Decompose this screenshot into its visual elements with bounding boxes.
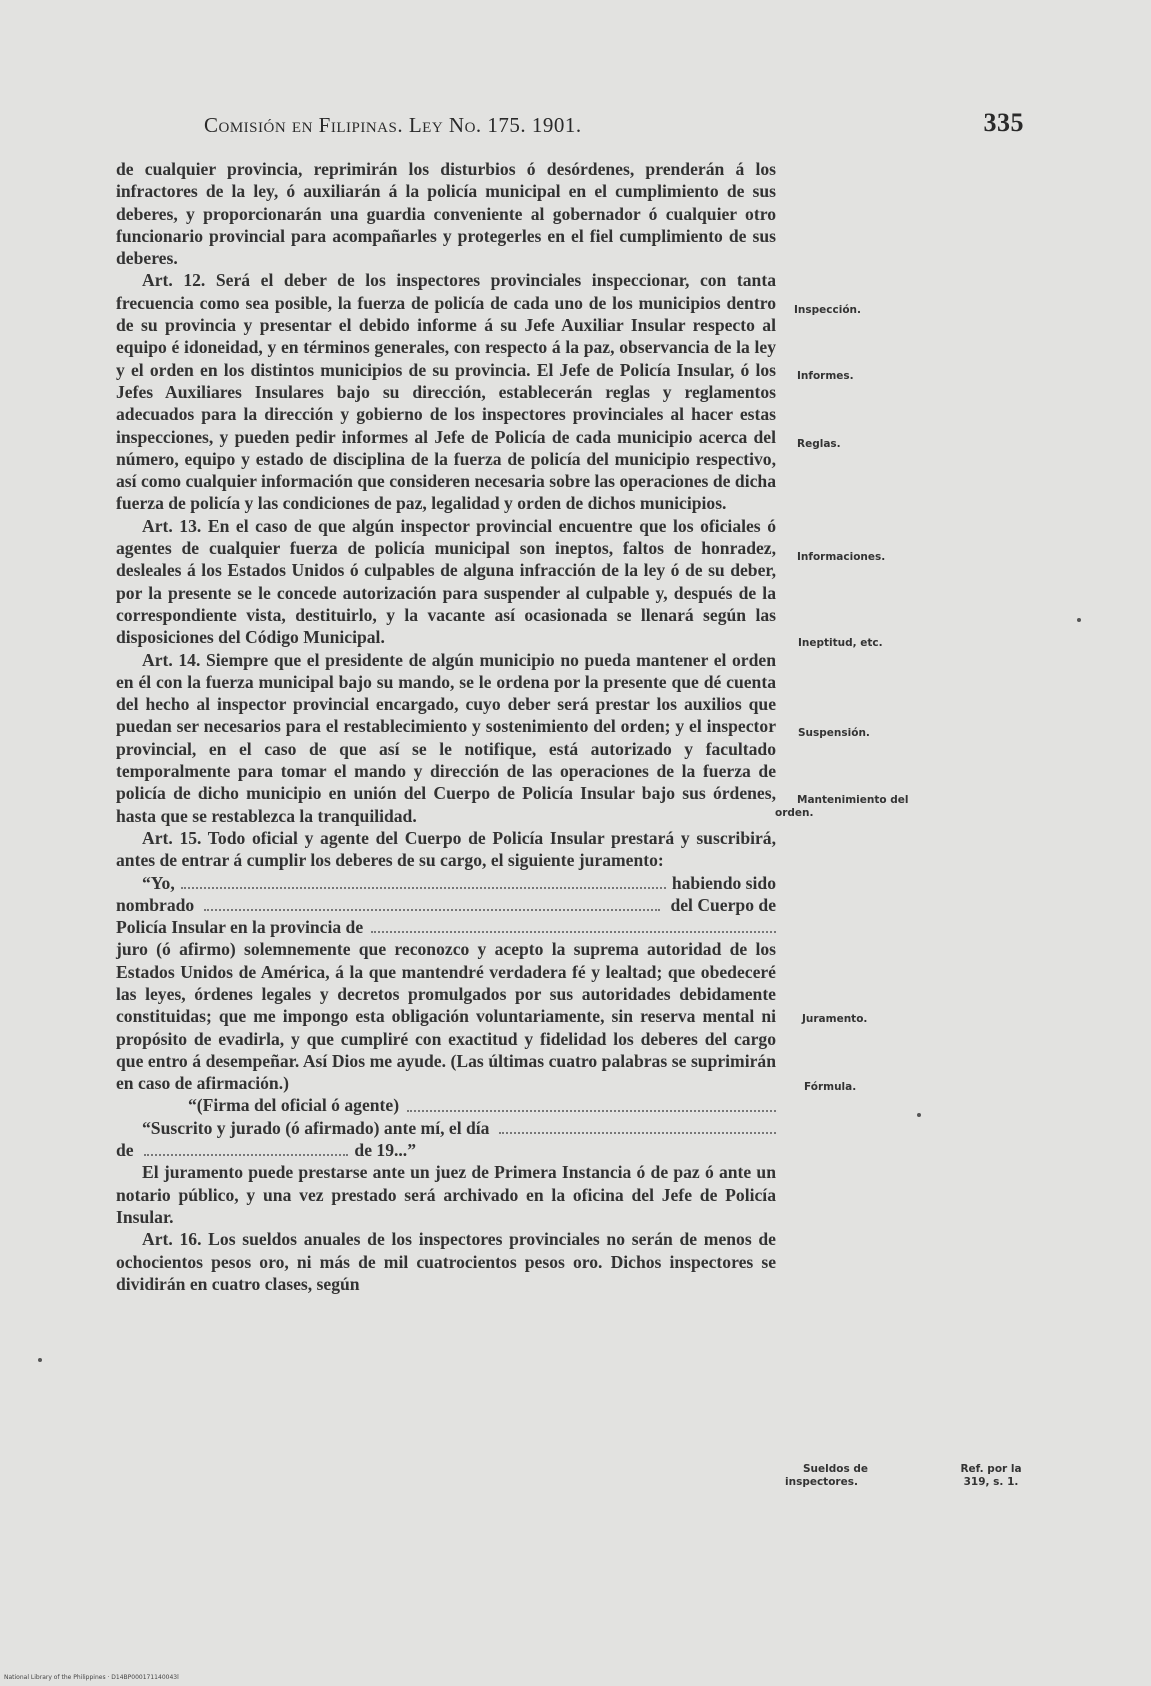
blank-day — [499, 1117, 776, 1134]
signature-line — [116, 1094, 776, 1116]
paragraph-art-13: Art. 13. En el caso de que algún inspector provincial encuentre que los oficiales ó agentes de cualquier fuerza de policía municipal son ineptos, faltos de honradez, desleales á los Estados Unidos ó culpables de alguna infracción de la ley ó de su deber, por la presente se le concede autorización para suspender al culpable y, después de la correspondiente vista, destituirlo, y la vacante así ocasionada se llenará según las disposiciones del Código Municipal. — [116, 515, 776, 648]
oath-yo: “Yo, — [142, 872, 175, 893]
margin-note-mantenimiento: Mantenimiento del orden. — [775, 794, 909, 819]
page-number: 335 — [983, 108, 1024, 137]
margin-note-formula: Fórmula. — [804, 1081, 857, 1093]
blank-signature — [407, 1094, 776, 1111]
oath-line-1 — [116, 872, 776, 894]
scan-footer: National Library of the Philippines · D14BP000171140043l — [4, 1674, 179, 1681]
date-de: de — [116, 1140, 134, 1161]
date-line — [116, 1139, 416, 1161]
margin-note-ineptitud: Ineptitud, etc. — [798, 637, 883, 649]
date-year: de 19...” — [354, 1140, 416, 1161]
margin-note-reglas: Reglas. — [797, 438, 841, 450]
margin-note-inspeccion: Inspección. — [794, 304, 861, 316]
paragraph-art-15: Art. 15. Todo oficial y agente del Cuerpo de Policía Insular prestará y suscribirá, antes de entrar á cumplir los deberes de su cargo, el siguiente juramento: — [116, 827, 776, 871]
margin-note-ref: Ref. por la 319, s. 1. — [960, 1463, 1022, 1488]
running-title: Comisión en Filipinas. Ley No. 175. 1901. — [204, 113, 582, 137]
oath-habiendo: habiendo sido — [671, 872, 776, 893]
paragraph-after-oath: El juramento puede prestarse ante un juez de Primera Instancia ó de paz ó ante un notario público, y una vez prestado será archivado en la oficina del Jefe de Policía Insular. — [116, 1162, 776, 1227]
oath-form — [116, 872, 776, 1162]
blank-month — [144, 1139, 349, 1156]
body-text — [116, 158, 776, 1295]
sworn-label: “Suscrito y jurado (ó afirmado) ante mí, el día — [142, 1117, 490, 1138]
margin-note-informes: Informes. — [797, 370, 854, 382]
margin-note-juramento: Juramento. — [802, 1013, 868, 1025]
margin-note-sueldos: Sueldos de inspectores. — [785, 1463, 869, 1488]
scan-speck — [38, 1358, 42, 1362]
scan-speck — [1077, 618, 1081, 622]
margin-note-suspension: Suspensión. — [798, 727, 870, 739]
oath-line-2 — [116, 894, 776, 916]
oath-line-3 — [116, 916, 776, 938]
scan-speck — [917, 1113, 921, 1117]
margin-note-informaciones: Informaciones. — [797, 551, 886, 563]
paragraph-art-12: Art. 12. Será el deber de los inspectores provinciales inspeccionar, con tanta frecuencia como sea posible, la fuerza de policía de cada uno de los municipios dentro de su provincia y presentar el debido informe á su Jefe Auxiliar Insular respecto al equipo é idoneidad, y en términos generales, con respecto á la paz, observancia de la ley y el orden en los distintos municipios de su provincia. El Jefe de Policía Insular, ó los Jefes Auxiliares Insulares bajo su dirección, establecerán reglas y reglamentos adecuados para la dirección y gobierno de los inspectores provinciales al hacer estas inspecciones, y pueden pedir informes al Jefe de Policía de cada municipio acerca del número, equipo y estado de disciplina de la fuerza de policía del municipio respectivo, así como cualquier información que consideren necesaria sobre las operaciones de dicha fuerza de policía y las condiciones de paz, legalidad y orden de dichos municipios. — [116, 270, 776, 514]
paragraph-continuation: de cualquier provincia, reprimirán los disturbios ó desórdenes, prenderán á los infractores de la ley, ó auxiliarán á la policía municipal en el cumplimiento de sus deberes, y proporcionarán una guardia conveniente al gobernador ó cualquier otro funcionario provincial para acompañarles y protegerles en el fiel cumplimiento de sus deberes. — [116, 159, 776, 269]
sworn-line — [116, 1117, 776, 1139]
running-header — [204, 108, 1024, 138]
blank-province — [371, 916, 776, 933]
blank-name — [181, 872, 666, 889]
paragraph-art-14: Art. 14. Siempre que el presidente de algún municipio no pueda mantener el orden en él con la fuerza municipal bajo su mando, se le ordena por la presente que dé cuenta del hecho al inspector provincial encargado, cuyo deber será prestar los auxilios que puedan ser necesarios para el restablecimiento y sostenimiento del orden; y el inspector provincial, en el caso de que así se le notifique, está autorizado y facultado temporalmente para tomar el mando y dirección de las operaciones de la fuerza de policía de dicho municipio en unión del Cuerpo de Policía Insular bajo sus órdenes, hasta que se restablezca la tranquilidad. — [116, 649, 776, 826]
oath-body: juro (ó afirmo) solemnemente que reconozco y acepto la suprema autoridad de los Estados Unidos de América, á la que mantendré verdadera fé y lealtad; que obedeceré las leyes, órdenes legales y decretos promulgados por sus autoridades debidamente constituidas; que me impongo esta obligación voluntariamente, sin reserva mental ni propósito de evadirla, y que cumpliré con exactitud y fidelidad los deberes del cargo que entro á desempeñar. Así Dios me ayude. (Las últimas cuatro palabras se suprimirán en caso de afirmación.) — [116, 939, 776, 1094]
blank-rank — [204, 894, 660, 911]
paragraph-art-16: Art. 16. Los sueldos anuales de los inspectores provinciales no serán de menos de ochocientos pesos oro, ni más de mil cuatrocientos pesos oro. Dichos inspectores se dividirán en cuatro clases, según — [116, 1229, 776, 1294]
oath-provincia: Policía Insular en la provincia de — [116, 917, 364, 938]
oath-nombrado: nombrado — [116, 894, 195, 915]
signature-label: “(Firma del oficial ó agente) — [188, 1095, 400, 1116]
oath-cuerpo: del Cuerpo de — [670, 894, 776, 915]
